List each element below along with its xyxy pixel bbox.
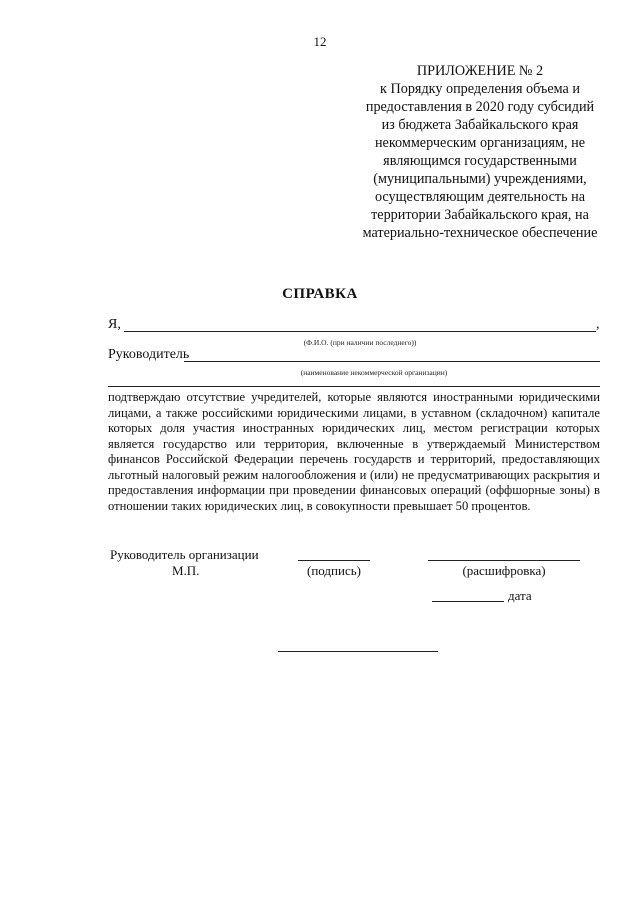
head-org-label: Руководитель организации <box>110 547 259 562</box>
org-caption: (наименование некоммерческой организации) <box>300 368 448 377</box>
org-field-line <box>184 361 600 362</box>
appendix-line: из бюджета Забайкальского края <box>381 117 579 133</box>
closing-divider <box>278 651 438 652</box>
appendix-line: предоставления в 2020 году субсидий <box>365 99 595 115</box>
decode-line <box>428 560 580 561</box>
date-label: дата <box>508 588 532 603</box>
stamp-label: М.П. <box>172 563 200 578</box>
appendix-line: (муниципальными) учреждениями, <box>373 171 587 187</box>
appendix-line: осуществляющим деятельность на <box>374 189 585 205</box>
appendix-header <box>340 62 620 242</box>
appendix-line: некоммерческим организациям, не <box>374 135 586 151</box>
appendix-line: территории Забайкальского края, на <box>371 207 589 223</box>
page-number: 12 <box>313 34 327 49</box>
certificate-body: подтверждаю отсутствие учредителей, которые являются иностранными юридическими лицами, а также российскими юридическими лицами, в уставном (складочном) капитале которых доля участия иностранных юридических лиц, местом регистрации которых является государство или территория, включенные в утверждаемый Министерством финансов Российской Федерации перечень государств и территорий, предоставляющих льготный налоговый режим налогообложения и (или) не предусматривающих раскрытия и предоставления информации при проведении финансовых операций (оффшорные зоны) в отношении таких юридических лиц, в совокупности превышает 50 процентов. <box>108 390 600 513</box>
fio-field-comma: , <box>596 317 600 332</box>
appendix-line: являющимся государственными <box>383 153 577 169</box>
document-title: СПРАВКА <box>282 286 358 302</box>
signature-line <box>298 560 370 561</box>
org-field-line-2 <box>108 386 600 387</box>
signature-caption: (подпись) <box>307 563 361 578</box>
ya-label: Я, <box>108 317 121 332</box>
date-line <box>432 601 504 602</box>
head-label: Руководитель <box>108 347 190 362</box>
fio-field-line <box>124 331 596 332</box>
fio-caption: (Ф.И.О. (при наличии последнего)) <box>303 338 417 347</box>
appendix-line: к Порядку определения объема и <box>380 81 580 97</box>
appendix-line: ПРИЛОЖЕНИЕ № 2 <box>416 63 544 79</box>
decode-caption: (расшифровка) <box>462 563 546 578</box>
appendix-line: материально-техническое обеспечение <box>362 225 598 241</box>
